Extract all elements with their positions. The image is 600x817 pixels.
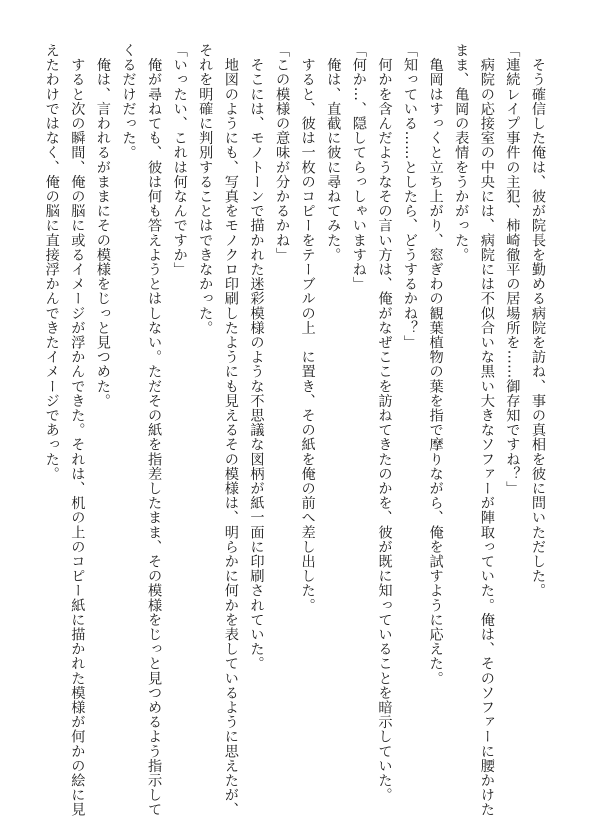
text-line: すると、彼は一枚のコピーをテーブルの上 に置き、その紙を俺の前へ差し出した。 <box>299 43 316 613</box>
vertical-text-body <box>38 43 550 817</box>
text-line: 亀岡はすっくと立ち上がり、窓ぎわの観葉植物の葉を指で摩りながら、俺を試すように応えた。 <box>427 43 444 686</box>
text-line: そう確信した俺は、彼が院長を勤める病院を訪ね、事の真相を彼に問いただした。 <box>530 43 546 598</box>
text-line: くるだけだった。 <box>120 43 137 160</box>
text-line: 「この模様の意味が分かるかね」 <box>274 43 291 262</box>
text-line: 何かを含んだようなその言い方は、俺がなぜここを訪ねてきたのかを、彼が既に知っていることを暗示していた。 <box>376 43 393 803</box>
text-line: それを明確に判別することはできなかった。 <box>197 43 214 335</box>
text-line: 「知っている……としたら、どうするかね？」 <box>402 43 419 350</box>
text-line: 地図のようにも、写真をモノクロ印刷したようにも見えるその模様は、明らかに何かを表しているように思えたが、 <box>222 43 239 817</box>
text-line: すると次の瞬間、俺の脳に或るイメージが浮かんできた。それは、机の上のコピー紙に描かれた模様が何かの絵に見 <box>69 43 86 817</box>
text-line: 「連続レイプ事件の主犯、柿崎徹平の居場所を……御存知ですね？」 <box>504 43 521 496</box>
text-line: えたわけではなく、俺の脳に直接浮かんできたイメージであった。 <box>43 43 60 481</box>
text-line: 「いったい、これは何なんですか」 <box>171 43 188 277</box>
text-line: 「何か…、隠してらっしゃいますね」 <box>350 43 367 292</box>
text-line: 病院の応接室の中央には、病院には不似合いな黒い大きなソファーが陣取っていた。俺は、そのソファーに腰かけた <box>478 43 495 817</box>
text-line: そこには、モノトーンで描かれた迷彩模様のような不思議な図柄が紙一面に印刷されていた。 <box>248 43 265 671</box>
text-line: 俺が尋ねても、彼は何も答えようとはしない。ただその紙を指差したまま、その模様をじっと見つめるよう指示して <box>146 43 163 817</box>
text-line: まま、亀岡の表情をうかがった。 <box>453 43 470 262</box>
text-line: 俺は、言われるがままにその模様をじっと見つめた。 <box>94 43 111 408</box>
text-line: 俺は、直截に彼に尋ねてみた。 <box>325 43 342 262</box>
